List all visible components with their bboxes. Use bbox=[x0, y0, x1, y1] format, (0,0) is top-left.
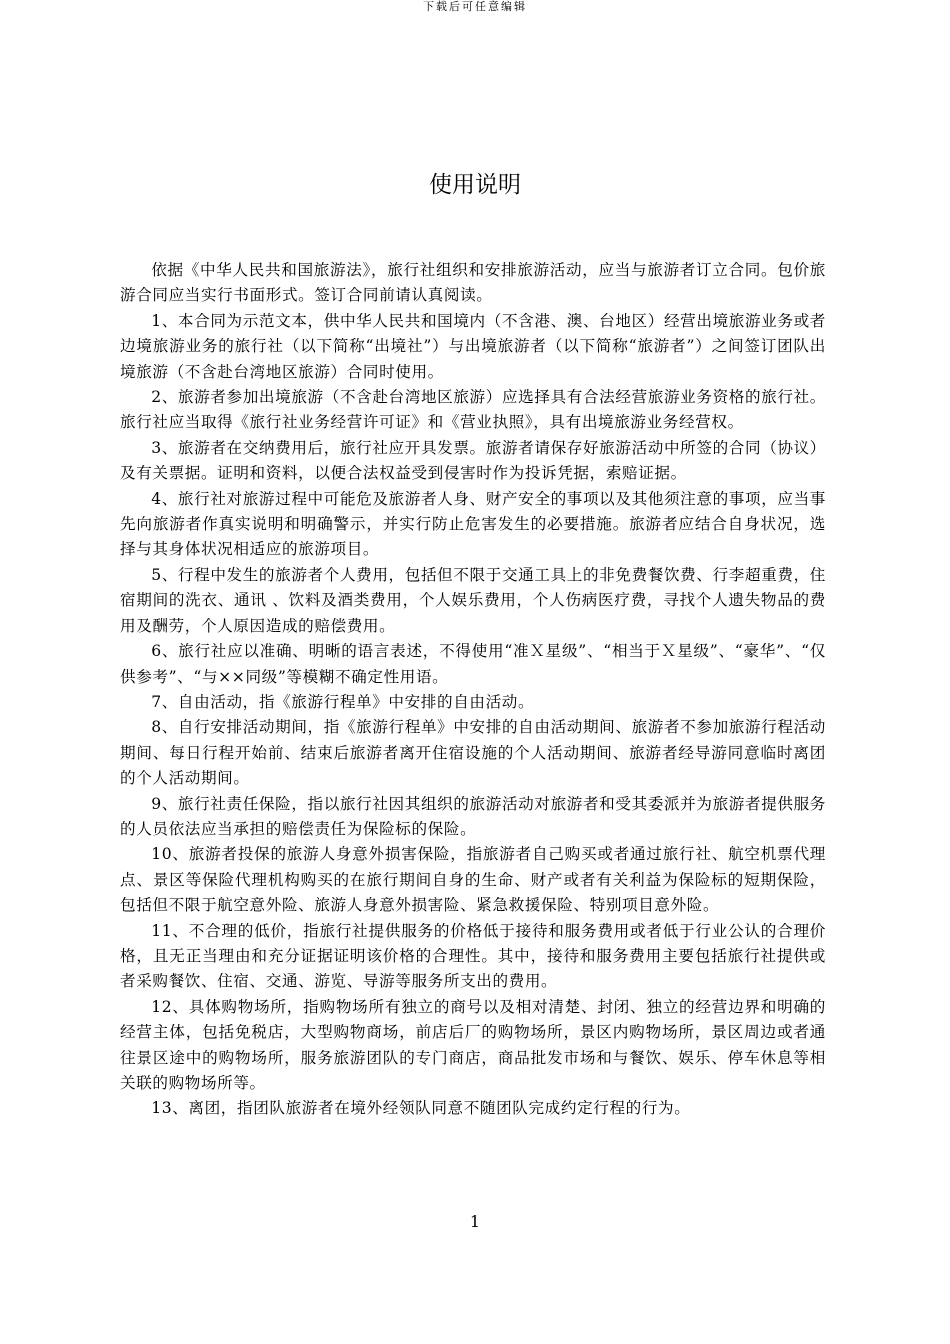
page-number: 1 bbox=[469, 1212, 481, 1231]
clause-2: 2、旅游者参加出境旅游（不含赴台湾地区旅游）应选择具有合法经营旅游业务资格的旅行社。旅行社应当取得《旅行社业务经营许可证》和《营业执照》，具有出境旅游业务经营权。 bbox=[120, 388, 826, 432]
page-title: 使用说明 bbox=[429, 172, 521, 198]
clause-1: 1、本合同为示范文本，供中华人民共和国境内（不含港、澳、台地区）经营出境旅游业务或者边境旅游业务的旅行社（以下简称“出境社”）与出境旅游者（以下简称“旅游者”）之间签订团队出境旅游（不含赴台湾地区旅游）合同时使用。 bbox=[120, 311, 826, 381]
clause-8: 8、自行安排活动期间，指《旅游行程单》中安排的自由活动期间、旅游者不参加旅游行程活动期间、每日行程开始前、结束后旅游者离开住宿设施的个人活动期间、旅游者经导游同意临时离团的个人活动期间。 bbox=[120, 718, 826, 788]
clause-5: 5、行程中发生的旅游者个人费用，包括但不限于交通工具上的非免费餐饮费、行李超重费，住宿期间的洗衣、通讯 、饮料及酒类费用，个人娱乐费用，个人伤病医疗费，寻找个人遗失物品的费用及酬劳，个人原因造成的赔偿费用。 bbox=[120, 565, 826, 635]
clause-9: 9、旅行社责任保险，指以旅行社因其组织的旅游活动对旅游者和受其委派并为旅游者提供服务的人员依法应当承担的赔偿责任为保险标的保险。 bbox=[120, 794, 826, 838]
clause-12: 12、具体购物场所，指购物场所有独立的商号以及相对清楚、封闭、独立的经营边界和明确的经营主体，包括免税店，大型购物商场，前店后厂的购物场所，景区内购物场所，景区周边或者通往景区途中的购物场所，服务旅游团队的专门商店，商品批发市场和与餐饮、娱乐、停车休息等相关联的购物场所等。 bbox=[120, 997, 826, 1092]
clause-6: 6、旅行社应以准确、明晰的语言表述，不得使用“准Ｘ星级”、“相当于Ｘ星级”、“豪华”、“仅供参考”、“与××同级”等模糊不确定性用语。 bbox=[120, 642, 826, 686]
clause-11: 11、不合理的低价，指旅行社提供服务的价格低于接待和服务费用或者低于行业公认的合理价格，且无正当理由和充分证据证明该价格的合理性。其中，接待和服务费用主要包括旅行社提供或者采购餐饮、住宿、交通、游览、导游等服务所支出的费用。 bbox=[120, 921, 826, 991]
clause-13: 13、离团，指团队旅游者在境外经领队同意不随团队完成约定行程的行为。 bbox=[151, 1099, 691, 1118]
intro-paragraph: 依据《中华人民共和国旅游法》，旅行社组织和安排旅游活动，应当与旅游者订立合同。包价旅游合同应当实行书面形式。签订合同前请认真阅读。 bbox=[120, 261, 826, 305]
clause-10: 10、旅游者投保的旅游人身意外损害保险，指旅游者自己购买或者通过旅行社、航空机票代理点、景区等保险代理机构购买的在旅行期间自身的生命、财产或者有关利益为保险标的短期保险，包括但不限于航空意外险、旅游人身意外损害险、紧急救援保险、特别项目意外险。 bbox=[120, 845, 826, 915]
clause-3: 3、旅游者在交纳费用后，旅行社应开具发票。旅游者请保存好旅游活动中所签的合同（协议）及有关票据。证明和资料，以便合法权益受到侵害时作为投诉凭据，索赔证据。 bbox=[120, 438, 826, 483]
clause-4: 4、旅行社对旅游过程中可能危及旅游者人身、财产安全的事项以及其他须注意的事项，应当事先向旅游者作真实说明和明确警示，并实行防止危害发生的必要措施。旅游者应结合自身状况，选择与其身体状况相适应的旅游项目。 bbox=[120, 489, 826, 559]
clause-7: 7、自由活动，指《旅游行程单》中安排的自由活动。 bbox=[151, 692, 535, 711]
body-text bbox=[120, 258, 826, 1122]
header-note: 下载后可任意编辑 bbox=[423, 0, 527, 13]
